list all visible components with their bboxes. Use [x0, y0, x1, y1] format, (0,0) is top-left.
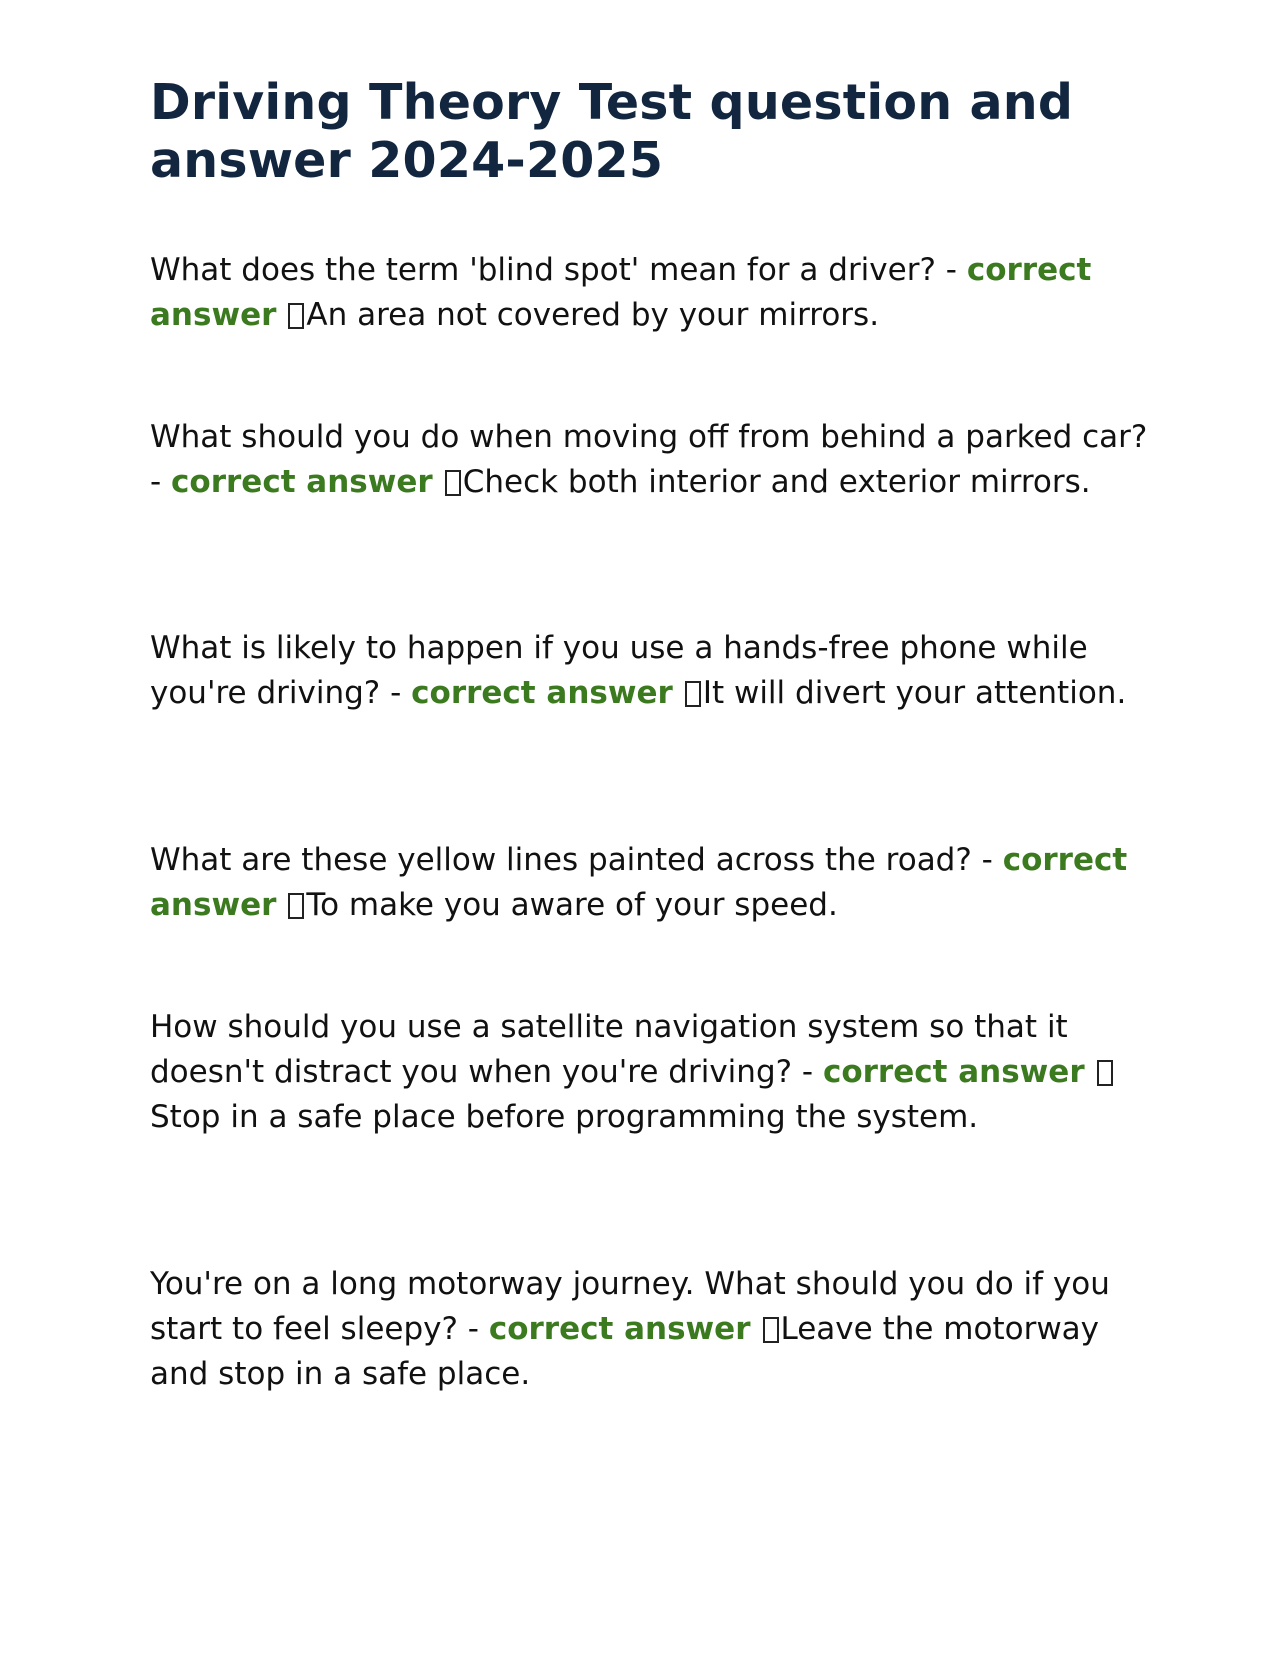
question-text: How should you use a satellite navigation system so that it doesn't distract you when you're driving? - [150, 1009, 1068, 1090]
qa-item [150, 248, 1150, 338]
answer-marker-icon [445, 470, 461, 496]
correct-answer-label: correct answer [822, 1054, 1085, 1090]
answer-text: To make you aware of your speed. [306, 887, 838, 923]
question-text: What should you do when moving off from behind a parked car? - [150, 419, 1148, 500]
answer-marker-icon [288, 893, 304, 919]
qa-item [150, 1262, 1150, 1397]
answer-marker-icon [1097, 1060, 1113, 1086]
answer-text: It will divert your attention. [702, 675, 1127, 711]
correct-answer-label: correct answer [150, 842, 1128, 923]
correct-answer-label: correct answer [488, 1311, 751, 1347]
answer-text: Check both interior and exterior mirrors. [462, 464, 1091, 500]
qa-item [150, 626, 1150, 716]
correct-answer-label: correct answer [411, 675, 673, 711]
answer-marker-icon [288, 303, 304, 329]
correct-answer-label: correct answer [150, 252, 1092, 333]
answer-marker-icon [763, 1317, 779, 1343]
qa-item [150, 415, 1150, 505]
question-text: What does the term 'blind spot' mean for a driver? - [150, 252, 957, 288]
question-text: You're on a long motorway journey. What should you do if you start to feel sleepy? - [150, 1266, 1110, 1347]
answer-text: An area not covered by your mirrors. [306, 297, 880, 333]
question-text: What are these yellow lines painted across the road? - [150, 842, 993, 878]
qa-item [150, 838, 1150, 928]
document-title: Driving Theory Test question and answer 2024-2025 [150, 74, 1074, 189]
correct-answer-label: correct answer [171, 464, 433, 500]
answer-text: Stop in a safe place before programming the system. [150, 1099, 979, 1135]
answer-text: Leave the motorway and stop in a safe place. [150, 1311, 1100, 1392]
qa-item [150, 1005, 1150, 1140]
question-text: What is likely to happen if you use a hands-free phone while you're driving? - [150, 630, 1088, 711]
answer-marker-icon [685, 681, 701, 707]
